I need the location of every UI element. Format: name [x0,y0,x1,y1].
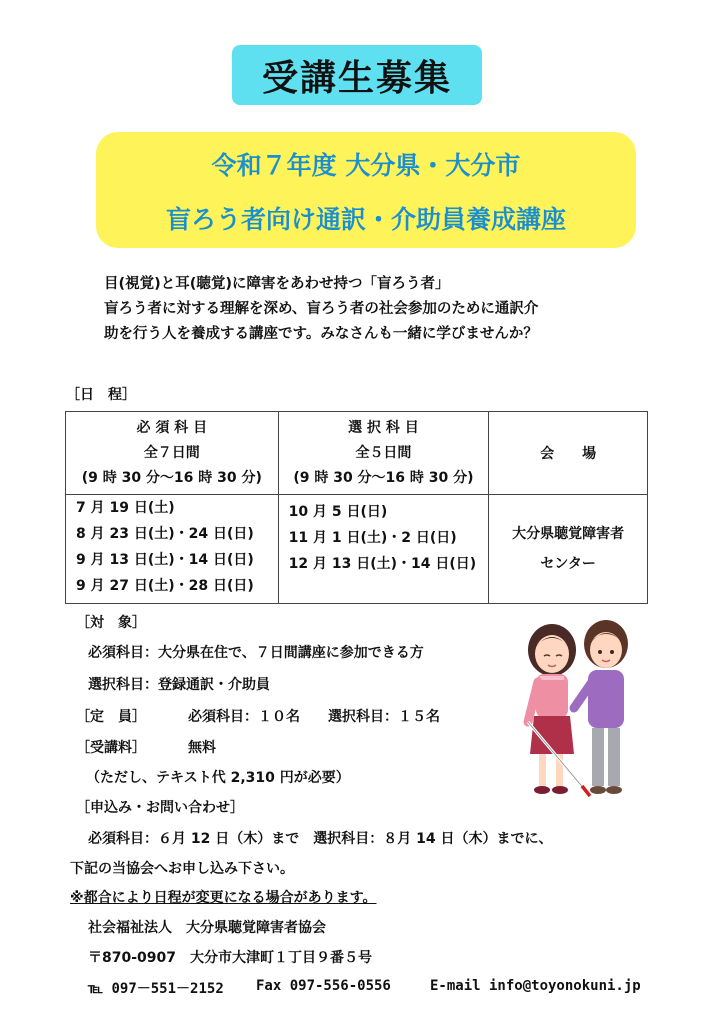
schedule-change-notice: ※都合により日程が変更になる場合があります。 [70,890,377,906]
elective-date: 11 月 1 日(土)・2 日(日) [288,530,457,546]
course-title-line2: 盲ろう者向け通訳・介助員養成講座 [165,205,566,234]
schedule-body-row [66,495,648,604]
course-banner [96,132,636,248]
elective-header-time: (9 時 30 分～16 時 30 分) [293,469,474,486]
required-header-days: 全７日間 [143,444,200,461]
intro-line2: 盲ろう者に対する理解を深め、盲ろう者の社会参加のために通訳介 [104,301,539,317]
deafblind-person-figure [528,624,590,796]
capacity-text: 必須科目：１０名 選択科目：１５名 [188,709,440,725]
required-date: 7 月 19 日(土) [76,500,175,516]
org-email: E-mail info@toyonokuni.jp [430,978,641,994]
org-name: 社会福祉法人 大分県聴覚障害者協会 [88,920,326,936]
required-header [66,412,279,495]
elective-header-title: 選 択 科 目 [348,419,419,436]
elective-dates [278,495,489,604]
required-date: 9 月 27 日(土)・28 日(日) [76,578,254,594]
required-date: 9 月 13 日(土)・14 日(日) [76,552,254,568]
fee-value: 無料 [188,740,216,756]
intro-line1: 目(視覚)と耳(聴覚)に障害をあわせ持つ「盲ろう者」 [104,276,450,292]
guide-helper-illustration [512,612,652,800]
apply-instruction: 下記の当協会へお申し込み下さい。 [70,861,294,877]
target-elective: 選択科目：登録通訳・介助員 [88,677,270,693]
title-banner [232,45,482,105]
target-label: ［対 象］ [76,615,146,631]
org-address: 〒870-0907 大分市大津町１丁目９番５号 [88,950,372,966]
course-title-line1: 令和７年度 大分県・大分市 [211,151,521,180]
elective-date: 10 月 5 日(日) [288,504,388,520]
org-tel: ℡ 097－551－2152 [88,981,224,997]
venue-cell [489,495,648,604]
elective-header-days: 全５日間 [355,444,412,461]
elective-header [278,412,489,495]
org-fax: Fax 097-556-0556 [256,978,391,994]
schedule-table [65,411,648,604]
schedule-label: ［日 程］ [66,387,136,403]
required-dates [66,495,279,604]
venue-header: 会 場 [489,412,648,495]
intro-line3: 助を行う人を養成する講座です。みなさんも一緒に学びませんか？ [104,326,538,342]
page-title: 受講生募集 [261,57,452,99]
elective-date: 12 月 13 日(土)・14 日(日) [288,556,477,572]
venue-name-line1: 大分県聴覚障害者 [512,526,625,542]
fee-note: （ただし、テキスト代 2,310 円が必要） [86,770,350,786]
apply-label: ［申込み・お問い合わせ］ [76,800,244,816]
required-header-time: (9 時 30 分～16 時 30 分) [81,469,262,486]
schedule-header-row [66,412,648,495]
required-date: 8 月 23 日(土)・24 日(日) [76,526,254,542]
venue-name-line2: センター [540,556,596,572]
target-required: 必須科目：大分県在住で、７日間講座に参加できる方 [88,645,424,661]
capacity-label: ［定 員］ [76,709,146,725]
required-header-title: 必 須 科 目 [136,419,208,436]
helper-person-figure [574,620,628,794]
fee-label: ［受講料］ [76,740,146,756]
apply-deadline: 必須科目：６月 12 日（木）まで 選択科目：８月 14 日（木）までに、 [88,831,553,847]
